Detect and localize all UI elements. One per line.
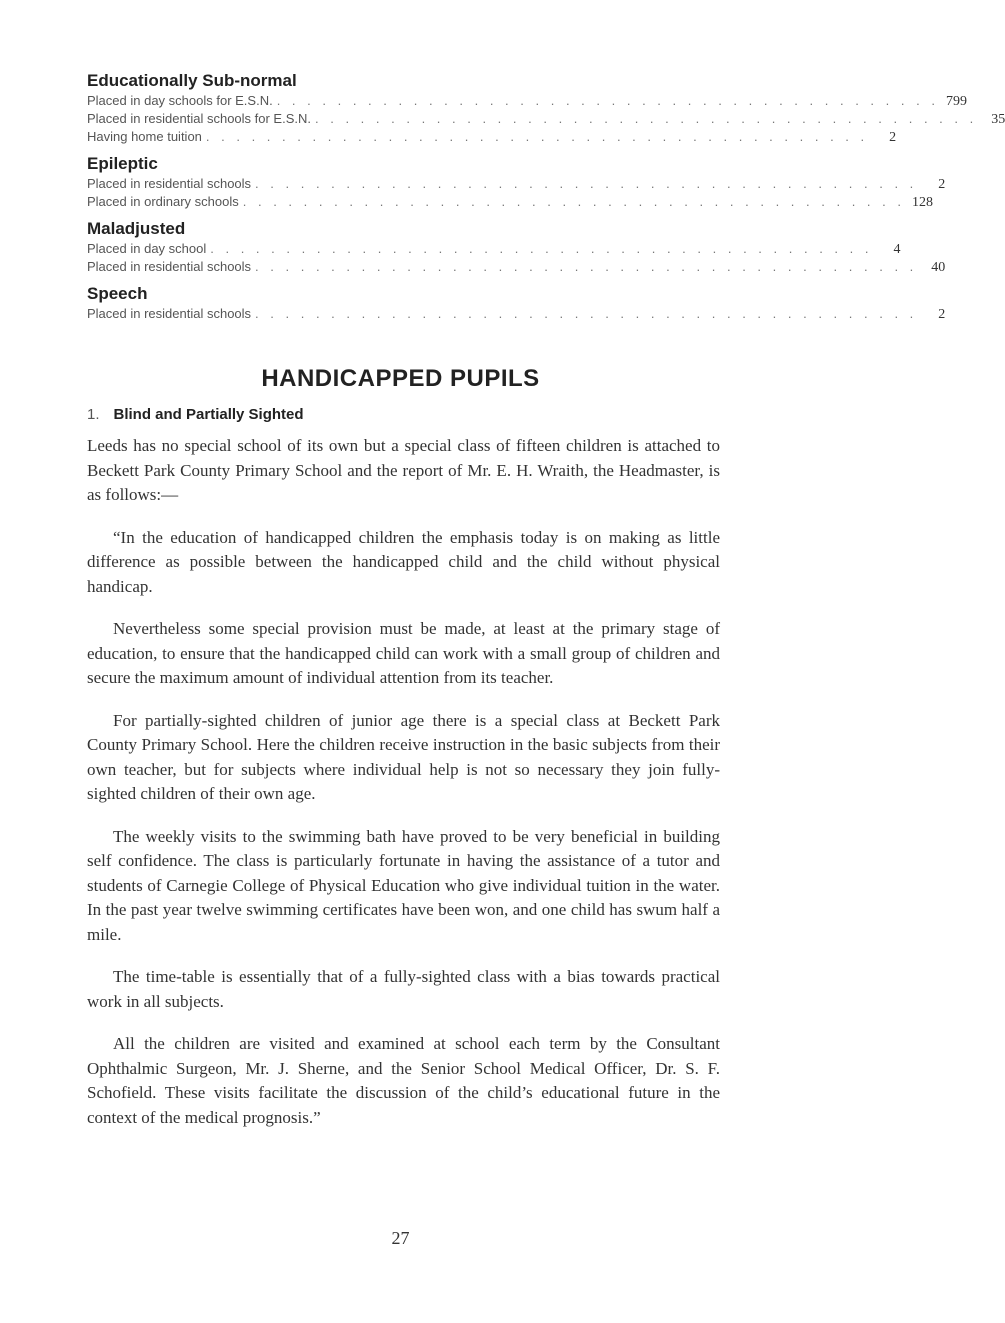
paragraph: The time-table is essentially that of a fully-sighted class with a bias towards practical work in all subjects.: [87, 967, 720, 1011]
leader-dots: . . . . . . . . . . . . . . . . . . . . . . . . . . . . . . . . . . . . . . . . . . . .: [255, 259, 918, 274]
stat-label: Having home tuition: [87, 129, 202, 144]
stat-value: 40: [931, 260, 946, 275]
stat-label: Placed in day school: [87, 241, 207, 256]
leader-dots: . . . . . . . . . . . . . . . . . . . . . . . . . . . . . . . . . . . . . . . . . . . .: [315, 111, 978, 126]
leader-dots: . . . . . . . . . . . . . . . . . . . . . . . . . . . . . . . . . . . . . . . . . . . .: [242, 194, 905, 209]
stat-row: [87, 240, 901, 258]
stat-value: 2: [889, 130, 897, 145]
leader-dots: . . . . . . . . . . . . . . . . . . . . . . . . . . . . . . . . . . . . . . . . . . . .: [255, 306, 918, 321]
group-title: Educationally Sub-normal: [87, 71, 297, 90]
paragraph: “In the education of handicapped children the emphasis today is on making as little difference as possible between the handicapped child and the child without physical handicap.: [87, 527, 720, 596]
stat-label: Placed in day schools for E.S.N.: [87, 93, 273, 108]
leader-dots: . . . . . . . . . . . . . . . . . . . . . . . . . . . . . . . . . . . . . . . . . . . .: [205, 129, 869, 144]
stat-value: 4: [893, 242, 901, 257]
section-title: Blind and Partially Sighted: [113, 406, 304, 423]
stat-group-maladjusted: [87, 218, 946, 276]
paragraph: The weekly visits to the swimming bath have proved to be very beneficial in building self confidence. The class is particularly fortunate in having the assistance of a tutor and students of Carnegie College of Physical Education who give individual tuition in the water. In the past year twelve swimming certificates have been won, and one child has swum half a mile.: [87, 826, 720, 944]
page-heading: HANDICAPPED PUPILS: [261, 365, 540, 392]
stat-label: Placed in residential schools for E.S.N.: [87, 111, 311, 126]
paragraph: For partially-sighted children of junior age there is a special class at Beckett Park County Primary School. Here the children receive instruction in the basic subjects from their own teacher, but for subjects where individual help is not so necessary they join fully-sighted children of their own age.: [87, 710, 720, 803]
group-title: Speech: [87, 284, 148, 303]
stat-value: 2: [938, 177, 946, 192]
leader-dots: . . . . . . . . . . . . . . . . . . . . . . . . . . . . . . . . . . . . . . . . . . . .: [255, 176, 918, 191]
stat-group-esn: [87, 70, 1005, 146]
page-number: 27: [391, 1228, 410, 1248]
paragraph: All the children are visited and examined at school each term by the Consultant Ophthalmic Surgeon, Mr. J. Sherne, and the Senior School Medical Officer, Dr. S. F. Schofield. These visits facilitate the discussion of the child’s educational future in the context of the medical prognosis.”: [87, 1034, 720, 1127]
leader-dots: . . . . . . . . . . . . . . . . . . . . . . . . . . . . . . . . . . . . . . . . . . . .: [276, 93, 939, 108]
stat-row: [87, 305, 946, 323]
stat-value: 35: [991, 112, 1005, 127]
body-text: [87, 434, 720, 1148]
group-title: Epileptic: [87, 154, 158, 173]
paragraph: Leeds has no special school of its own but a special class of fifteen children is attached to Beckett Park County Primary School and the report of Mr. E. H. Wraith, the Headmaster, is as follows:—: [87, 436, 720, 504]
stat-row: [87, 92, 967, 110]
stat-value: 799: [945, 94, 967, 109]
stat-value: 128: [911, 195, 933, 210]
stat-label: Placed in residential schools: [87, 176, 252, 191]
statistics-list: [87, 70, 1005, 330]
stat-row: [87, 193, 933, 211]
leader-dots: . . . . . . . . . . . . . . . . . . . . . . . . . . . . . . . . . . . . . . . . . . . .: [210, 241, 873, 256]
stat-label: Placed in residential schools: [87, 306, 252, 321]
stat-label: Placed in ordinary schools: [87, 194, 239, 209]
section-number: 1.: [87, 406, 100, 423]
stat-group-speech: [87, 283, 946, 323]
stat-row: [87, 128, 897, 146]
stat-value: 2: [938, 307, 946, 322]
paragraph: Nevertheless some special provision must be made, at least at the primary stage of education, to ensure that the handicapped child can work with a small group of children and secure the maximum amount of individual attention from its teacher.: [87, 619, 720, 687]
stat-group-epileptic: [87, 153, 946, 211]
section-heading: [87, 406, 304, 423]
stat-row: [87, 258, 946, 276]
stat-row: [87, 110, 1005, 128]
stat-label: Placed in residential schools: [87, 259, 252, 274]
group-title: Maladjusted: [87, 219, 186, 238]
stat-row: [87, 175, 946, 193]
